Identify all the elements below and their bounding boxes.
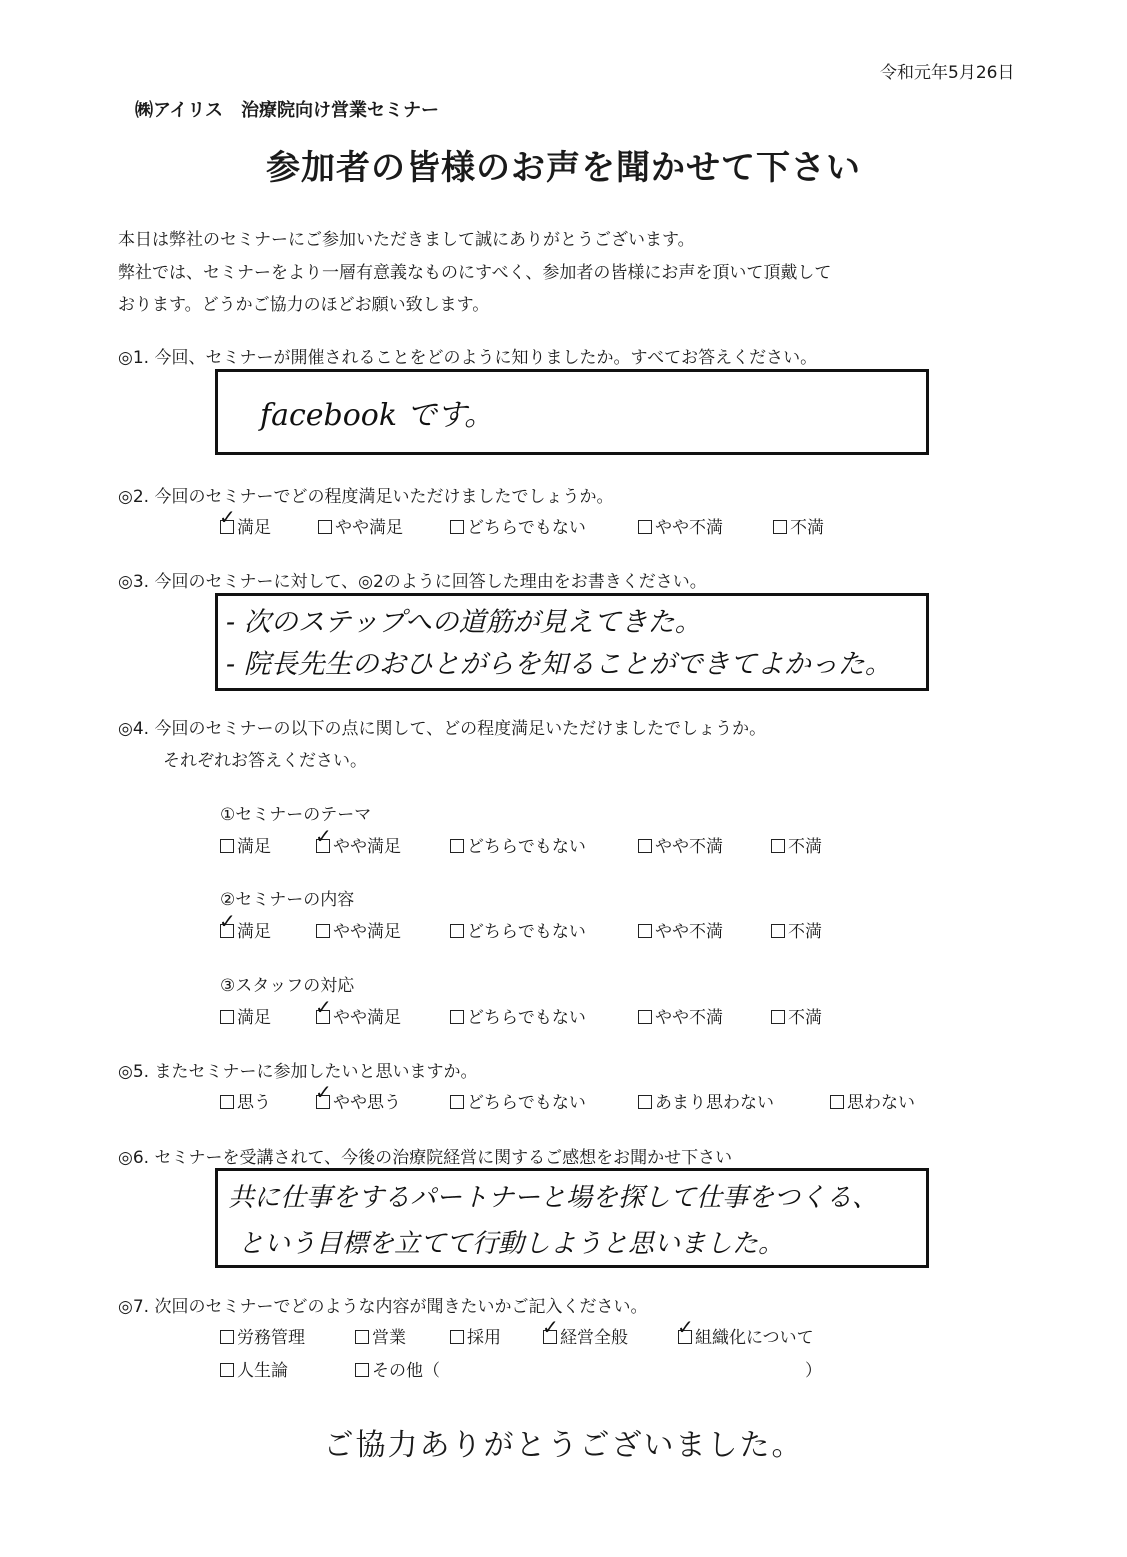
option-q4-2-5[interactable]: 不満: [771, 917, 822, 942]
option-q4-1-4[interactable]: やや不満: [638, 832, 723, 857]
option-q4-2-1[interactable]: ✓満足: [220, 917, 271, 942]
option-q2-3[interactable]: どちらでもない: [450, 513, 586, 538]
option-q5-5[interactable]: 思わない: [830, 1088, 915, 1113]
checkbox-checked[interactable]: [316, 839, 330, 853]
option-q7-2[interactable]: 営業: [355, 1323, 406, 1348]
checkbox-checked[interactable]: [543, 1330, 557, 1344]
option-q5-1[interactable]: 思う: [220, 1088, 271, 1113]
question-2: ◎2. 今回のセミナーでどの程度満足いただけましたでしょうか。: [118, 487, 614, 507]
answer-q1: facebook です。: [260, 398, 495, 433]
option-q2-2[interactable]: やや満足: [318, 513, 403, 538]
question-3: ◎3. 今回のセミナーに対して、◎2のように回答した理由をお書きください。: [118, 572, 707, 592]
checkbox[interactable]: [318, 520, 332, 534]
checkbox-checked[interactable]: [220, 924, 234, 938]
question-6: ◎6. セミナーを受講されて、今後の治療院経営に関するご感想をお聞かせ下さい: [118, 1148, 733, 1168]
checkbox[interactable]: [220, 1363, 234, 1377]
option-q7-5[interactable]: ✓ 組織化について: [678, 1323, 814, 1348]
option-q2-4[interactable]: やや不満: [638, 513, 723, 538]
option-q4-2-3[interactable]: どちらでもない: [450, 917, 586, 942]
option-q4-1-3[interactable]: どちらでもない: [450, 832, 586, 857]
question-4-sub: それぞれお答えください。: [163, 751, 367, 771]
answer-box-q6: [215, 1168, 929, 1268]
checkbox[interactable]: [771, 924, 785, 938]
q4-item-3-label: ③スタッフの対応: [220, 976, 355, 996]
option-q4-1-2[interactable]: ✓ やや満足: [316, 832, 401, 857]
question-7: ◎7. 次回のセミナーでどのような内容が聞きたいかご記入ください。: [118, 1297, 648, 1317]
option-q7-7[interactable]: その他（: [355, 1356, 440, 1381]
checkbox[interactable]: [638, 520, 652, 534]
q4-item-1-label: ①セミナーのテーマ: [220, 805, 372, 825]
option-q7-1[interactable]: 労務管理: [220, 1323, 305, 1348]
option-q5-4[interactable]: あまり思わない: [638, 1088, 774, 1113]
page-title: 参加者の皆様のお声を聞かせて下さい: [266, 148, 861, 188]
option-q7-6[interactable]: 人生論: [220, 1356, 288, 1381]
option-q2-1[interactable]: ✓満足: [220, 513, 271, 538]
other-close-paren: ）: [805, 1361, 822, 1381]
checkbox[interactable]: [638, 1010, 652, 1024]
checkbox[interactable]: [773, 520, 787, 534]
company-name: ㈱アイリス 治療院向け営業セミナー: [135, 100, 440, 121]
checkbox[interactable]: [450, 924, 464, 938]
checkbox[interactable]: [638, 1095, 652, 1109]
option-q7-4[interactable]: ✓ 経営全般: [543, 1323, 628, 1348]
answer-box-q1: [215, 369, 929, 455]
checkbox[interactable]: [316, 924, 330, 938]
checkbox[interactable]: [220, 1095, 234, 1109]
question-1: ◎1. 今回、セミナーが開催されることをどのように知りましたか。すべてお答えください。: [118, 348, 818, 368]
checkbox[interactable]: [220, 839, 234, 853]
answer-box-q3: [215, 593, 929, 691]
answer-q3-line-1: - 次のステップへの道筋が見えてきた。: [226, 607, 702, 638]
question-4: ◎4. 今回のセミナーの以下の点に関して、どの程度満足いただけましたでしょうか。: [118, 719, 767, 739]
checkbox[interactable]: [638, 839, 652, 853]
question-5: ◎5. またセミナーに参加したいと思いますか。: [118, 1062, 478, 1082]
option-q4-2-4[interactable]: やや不満: [638, 917, 723, 942]
option-q5-2[interactable]: ✓ やや思う: [316, 1088, 401, 1113]
option-q5-3[interactable]: どちらでもない: [450, 1088, 586, 1113]
option-q4-3-5[interactable]: 不満: [771, 1003, 822, 1028]
checkbox-checked[interactable]: [316, 1095, 330, 1109]
checkbox[interactable]: [771, 1010, 785, 1024]
answer-q6-line-2: という目標を立てて行動しようと思いました。: [238, 1229, 785, 1259]
checkbox-checked[interactable]: [220, 520, 234, 534]
intro-line-2: 弊社では、セミナーをより一層有意義なものにすべく、参加者の皆様にお声を頂いて頂戴して: [118, 263, 832, 283]
checkbox[interactable]: [450, 1330, 464, 1344]
option-q2-5[interactable]: 不満: [773, 513, 824, 538]
checkbox[interactable]: [638, 924, 652, 938]
thanks-message: ご協力ありがとうございました。: [323, 1428, 804, 1463]
checkbox[interactable]: [355, 1330, 369, 1344]
answer-q3-line-2: - 院長先生のおひとがらを知ることができてよかった。: [226, 649, 892, 680]
option-q7-3[interactable]: 採用: [450, 1323, 501, 1348]
checkbox[interactable]: [220, 1010, 234, 1024]
checkbox-checked[interactable]: [316, 1010, 330, 1024]
option-q4-1-5[interactable]: 不満: [771, 832, 822, 857]
option-q4-3-3[interactable]: どちらでもない: [450, 1003, 586, 1028]
document-date: 令和元年5月26日: [880, 63, 1015, 83]
option-q4-2-2[interactable]: やや満足: [316, 917, 401, 942]
intro-line-1: 本日は弊社のセミナーにご参加いただきまして誠にありがとうございます。: [118, 230, 695, 250]
checkbox[interactable]: [450, 1095, 464, 1109]
q4-item-2-label: ②セミナーの内容: [220, 890, 355, 910]
checkbox[interactable]: [771, 839, 785, 853]
checkbox[interactable]: [220, 1330, 234, 1344]
option-q4-3-4[interactable]: やや不満: [638, 1003, 723, 1028]
option-q4-3-1[interactable]: 満足: [220, 1003, 271, 1028]
checkbox[interactable]: [450, 520, 464, 534]
option-q4-1-1[interactable]: 満足: [220, 832, 271, 857]
checkbox-checked[interactable]: [678, 1330, 692, 1344]
intro-line-3: おります。どうかご協力のほどお願い致します。: [118, 295, 490, 315]
checkbox[interactable]: [830, 1095, 844, 1109]
checkbox[interactable]: [450, 1010, 464, 1024]
checkbox[interactable]: [355, 1363, 369, 1377]
option-q4-3-2[interactable]: ✓ やや満足: [316, 1003, 401, 1028]
answer-q6-line-1: 共に仕事をするパートナーと場を探して仕事をつくる、: [228, 1183, 879, 1213]
checkbox[interactable]: [450, 839, 464, 853]
